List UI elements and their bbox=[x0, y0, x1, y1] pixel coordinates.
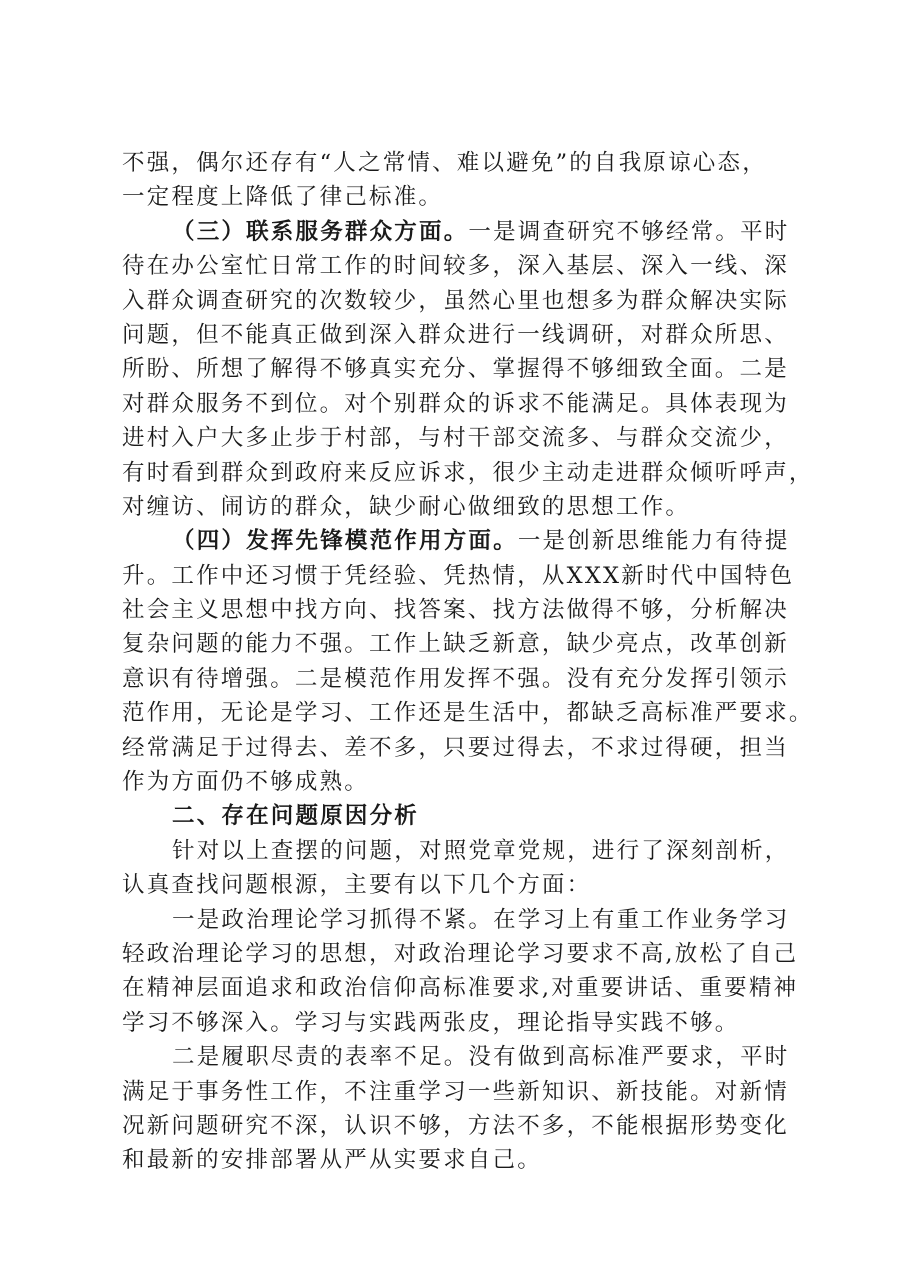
text-line: 意识有待增强。二是模范作用发挥不强。没有充分发挥引领示 bbox=[122, 665, 789, 692]
text-line bbox=[122, 215, 802, 249]
heading-text: 二、存在问题原因分析 bbox=[172, 803, 420, 830]
text-line: 学习不够深入。学习与实践两张皮，理论指导实践不够。 bbox=[122, 1009, 740, 1036]
text-line: 对缠访、闹访的群众，缺少耐心做细致的思想工作。 bbox=[122, 493, 691, 520]
text-line: 二是履职尽责的表率不足。没有做到高标准严要求，平时 bbox=[172, 1044, 790, 1071]
text-line: 和最新的安排部署从严从实要求自己。 bbox=[122, 1147, 542, 1174]
paragraph-section-4 bbox=[122, 524, 814, 799]
text-line: 在精神层面追求和政治信仰高标准要求,对重要讲话、重要精神 bbox=[122, 975, 799, 1002]
document-page bbox=[122, 146, 814, 1178]
text-line bbox=[122, 524, 802, 558]
text-line: 认真查找问题根源，主要有以下几个方面： bbox=[122, 872, 592, 899]
text-line: 针对以上查摆的问题，对照党章党规，进行了深刻剖析， bbox=[172, 837, 790, 864]
text-line: 经常满足于过得去、差不多，只要过得去，不求过得硬，担当 bbox=[122, 734, 789, 761]
text-line: 况新问题研究不深，认识不够，方法不多，不能根据形势变化 bbox=[122, 1112, 789, 1139]
paragraph-section-3 bbox=[122, 215, 814, 525]
text-line: 进村入户大多止步于村部，与村干部交流多、与群众交流少， bbox=[122, 425, 789, 452]
text-line: 待在办公室忙日常工作的时间较多，深入基层、深入一线、深 bbox=[122, 253, 789, 280]
paragraph bbox=[122, 146, 802, 215]
text-run: 一是调查研究不够经常。平时 bbox=[468, 218, 790, 245]
paragraph bbox=[122, 903, 802, 1041]
paragraph bbox=[122, 1040, 802, 1178]
text-line: 一定程度上降低了律己标准。 bbox=[122, 184, 444, 211]
text-line: 入群众调查研究的次数较少，虽然心里也想多为群众解决实际 bbox=[122, 287, 789, 314]
text-line: 轻政治理论学习的思想，对政治理论学习要求不高,放松了自己 bbox=[122, 940, 799, 967]
text-line: 问题，但不能真正做到深入群众进行一线调研，对群众所思、 bbox=[122, 321, 789, 348]
text-line: 满足于事务性工作，不注重学习一些新知识、新技能。对新情 bbox=[122, 1078, 789, 1105]
text-line: 对群众服务不到位。对个别群众的诉求不能满足。具体表现为 bbox=[122, 390, 789, 417]
text-line: 作为方面仍不够成熟。 bbox=[122, 769, 370, 796]
text-line: 有时看到群众到政府来反应诉求，很少主动走进群众倾听呼声， bbox=[122, 459, 814, 486]
text-line: 所盼、所想了解得不够真实充分、掌握得不够细致全面。二是 bbox=[122, 356, 789, 383]
text-line: 不强，偶尔还存有“人之常情、难以避免”的自我原谅心态， bbox=[122, 150, 767, 176]
text-line: 升。工作中还习惯于凭经验、凭热情，从XXX新时代中国特色 bbox=[122, 562, 795, 589]
text-line: 范作用，无论是学习、工作还是生活中，都缺乏高标准严要求。 bbox=[122, 700, 814, 727]
text-line: 社会主义思想中找方向、找答案、找方法做得不够，分析解决 bbox=[122, 597, 789, 624]
text-run: 一是创新思维能力有待提 bbox=[517, 528, 790, 555]
text-line: 一是政治理论学习抓得不紧。在学习上有重工作业务学习 bbox=[172, 906, 790, 933]
section-lead: （三）联系服务群众方面。 bbox=[172, 218, 469, 245]
paragraph bbox=[122, 834, 802, 903]
text-line: 复杂问题的能力不强。工作上缺乏新意，缺少亮点，改革创新 bbox=[122, 631, 789, 658]
section-lead: （四）发挥先锋模范作用方面。 bbox=[172, 528, 518, 555]
section-heading bbox=[122, 799, 802, 833]
